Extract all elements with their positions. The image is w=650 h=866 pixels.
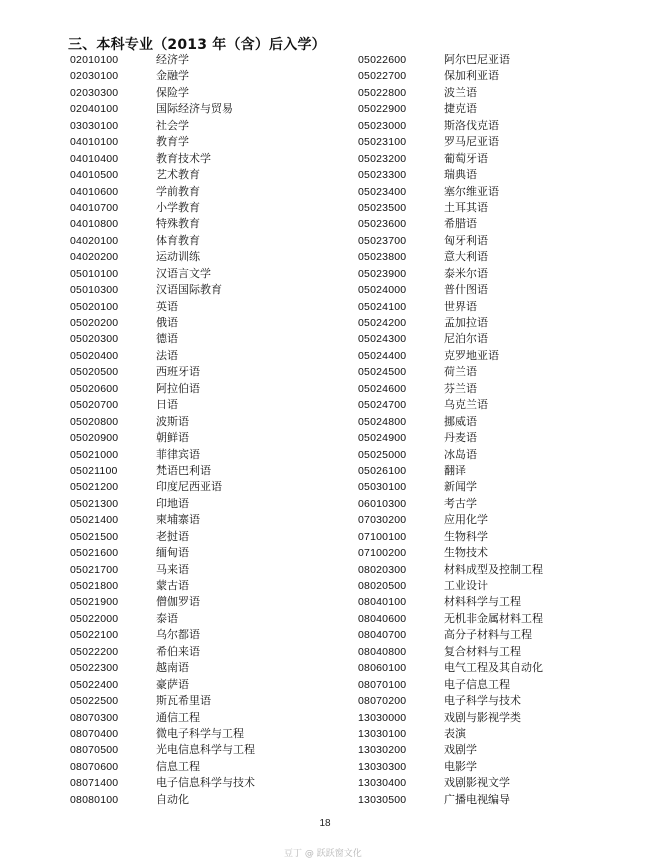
major-code: 04020100 [70,234,119,247]
major-code: 05020400 [70,349,119,362]
major-name: 普什图语 [444,283,488,297]
major-code: 08020300 [358,563,407,576]
major-code: 04010700 [70,201,119,214]
major-row [358,496,543,512]
major-code: 05021200 [70,481,119,494]
major-code: 07100200 [358,547,407,560]
major-code: 05021300 [70,497,119,510]
major-row [358,463,543,479]
major-name: 工业设计 [444,579,488,592]
major-code: 05026100 [358,464,407,477]
major-name: 保险学 [156,85,189,99]
major-row [358,562,543,578]
major-code: 08070200 [358,695,407,708]
major-code: 05021700 [70,563,119,576]
major-name: 乌克兰语 [444,398,488,412]
major-code: 05021100 [70,464,118,477]
major-code: 05020100 [70,300,119,313]
major-name: 电影学 [444,759,477,773]
major-code: 05021900 [70,596,119,609]
major-row [70,430,255,446]
major-name: 豪萨语 [156,677,189,691]
major-row [358,134,543,150]
major-row [70,381,255,397]
major-name: 俄语 [156,316,178,329]
major-code: 05022700 [358,70,407,83]
major-row [70,496,255,512]
major-name: 捷克语 [444,102,477,116]
major-name: 意大利语 [444,250,488,264]
major-row [70,562,255,578]
major-row [70,611,255,627]
major-row [358,364,543,380]
major-name: 日语 [156,398,178,412]
major-row [70,52,255,68]
major-row [358,430,543,446]
major-name: 僧伽罗语 [156,595,200,609]
major-name: 泰语 [156,611,178,625]
major-row [358,479,543,495]
major-name: 德语 [156,332,178,346]
major-code: 05023000 [358,119,407,132]
major-name: 高分子材料与工程 [444,628,532,642]
major-name: 材料成型及控制工程 [444,562,543,576]
major-name: 土耳其语 [444,200,488,214]
major-code: 07030200 [358,514,407,527]
major-code: 05025000 [358,448,407,461]
major-name: 国际经济与贸易 [156,102,233,116]
major-code: 13030300 [358,760,407,773]
major-name: 葡萄牙语 [444,151,488,165]
major-row [70,184,255,200]
major-name: 世界语 [444,299,477,313]
major-row [70,775,255,791]
major-code: 05024800 [358,415,407,428]
major-code: 05020800 [70,415,119,428]
major-code: 07100100 [358,530,407,543]
major-name: 朝鲜语 [156,431,189,445]
major-code: 05022600 [358,54,407,66]
major-name: 艺术教育 [156,168,200,182]
major-code: 05022100 [70,629,119,642]
major-code: 08070500 [70,744,119,757]
major-row [70,693,255,709]
major-row [70,447,255,463]
major-row [358,282,543,298]
major-name: 阿拉伯语 [156,381,200,395]
major-name: 学前教育 [156,184,200,198]
major-row [70,249,255,265]
major-row [70,677,255,693]
major-code: 05021000 [70,448,119,461]
major-name: 希腊语 [444,217,477,231]
major-row [70,118,255,134]
major-row [358,414,543,430]
major-code: 05022200 [70,645,119,658]
major-code: 05024900 [358,432,407,445]
major-name: 克罗地亚语 [444,348,499,362]
major-row [70,627,255,643]
major-name: 蒙古语 [156,579,189,592]
major-row [358,775,543,791]
major-name: 波兰语 [444,85,477,99]
major-code: 05020500 [70,366,119,379]
major-code: 08070100 [358,678,407,691]
major-name: 印度尼西亚语 [156,480,222,494]
major-row [70,660,255,676]
major-code: 08071400 [70,777,119,790]
major-code: 03030100 [70,119,119,132]
major-row [358,447,543,463]
major-code: 04010400 [70,152,119,165]
major-code: 05024000 [358,284,407,297]
major-name: 材料科学与工程 [444,595,521,609]
major-row [358,397,543,413]
major-name: 教育学 [156,135,189,149]
major-code: 05021500 [70,530,119,543]
major-name: 戏剧影视文学 [444,776,510,790]
watermark-text: 豆丁 @ 跃跃窗文化 [284,849,362,859]
major-name: 电子科学与技术 [444,694,521,708]
major-name: 表演 [444,726,466,740]
major-name: 教育技术学 [156,151,211,165]
major-code: 02040100 [70,103,119,116]
right-major-column [358,52,543,808]
major-code: 13030500 [358,793,407,806]
major-code: 05020200 [70,317,119,329]
major-code: 05024400 [358,349,407,362]
major-row [70,167,255,183]
major-code: 05021400 [70,514,119,527]
major-code: 05024500 [358,366,407,379]
major-row [70,759,255,775]
major-name: 匈牙利语 [444,233,488,247]
major-name: 挪威语 [444,414,477,428]
major-code: 08070300 [70,711,119,724]
major-row [358,249,543,265]
major-code: 04010600 [70,185,119,198]
major-row [358,151,543,167]
major-name: 西班牙语 [156,365,200,379]
major-code: 05023600 [358,218,407,231]
major-code: 02030300 [70,86,119,99]
major-name: 生物科学 [444,529,488,543]
major-row [358,381,543,397]
major-row [358,611,543,627]
major-row [70,364,255,380]
major-row [358,644,543,660]
major-code: 05023800 [358,251,407,264]
major-code: 05020900 [70,432,119,445]
major-name: 电气工程及其自动化 [444,661,543,675]
major-code: 08020500 [358,580,407,592]
major-code: 05010100 [70,267,119,280]
major-name: 梵语巴利语 [156,463,211,477]
page-number: 18 [319,818,331,829]
major-row [70,792,255,808]
major-row [70,134,255,150]
major-row [70,266,255,282]
major-name: 柬埔寨语 [156,513,200,527]
major-row [70,742,255,758]
major-code: 05024100 [358,300,407,313]
major-name: 体育教育 [156,233,200,247]
major-row [358,545,543,561]
major-row [70,463,255,479]
major-row [70,594,255,610]
major-code: 08070600 [70,760,119,773]
major-code: 02010100 [70,54,119,66]
major-name: 应用化学 [444,513,488,527]
major-row [358,200,543,216]
major-code: 05022400 [70,678,119,691]
major-row [358,627,543,643]
major-row [358,594,543,610]
major-name: 通信工程 [156,710,200,724]
major-name: 丹麦语 [444,431,477,445]
major-code: 05022800 [358,86,407,99]
major-code: 05022300 [70,662,119,675]
major-row [70,397,255,413]
left-major-column [70,52,255,808]
major-row [358,512,543,528]
major-row [70,414,255,430]
major-row [358,710,543,726]
major-name: 翻译 [444,463,466,477]
major-row [70,644,255,660]
major-name: 乌尔都语 [156,628,200,642]
major-code: 08040100 [358,596,407,609]
major-name: 冰岛语 [444,447,477,461]
major-name: 芬兰语 [444,381,477,395]
major-name: 戏剧与影视学类 [444,710,521,724]
major-code: 05023400 [358,185,407,198]
major-code: 08080100 [70,793,119,806]
major-row [358,68,543,84]
major-row [70,315,255,331]
major-row [358,578,543,594]
major-row [358,529,543,545]
major-code: 02030100 [70,70,119,83]
major-code: 05024300 [358,333,407,346]
major-row [358,693,543,709]
major-name: 尼泊尔语 [444,332,488,346]
major-name: 金融学 [156,69,189,83]
major-row [70,299,255,315]
major-code: 06010300 [358,497,407,510]
major-name: 保加利亚语 [444,69,499,83]
major-code: 05023300 [358,169,407,182]
major-code: 05023100 [358,136,407,149]
major-code: 05030100 [358,481,407,494]
major-name: 特殊教育 [156,217,200,231]
major-code: 04010500 [70,169,119,182]
major-name: 信息工程 [156,759,200,773]
major-code: 04010100 [70,136,119,149]
major-name: 塞尔维亚语 [444,184,499,198]
major-code: 05022500 [70,695,119,708]
major-row [358,167,543,183]
major-code: 05024700 [358,399,407,412]
major-code: 05010300 [70,284,119,297]
major-row [70,331,255,347]
major-name: 汉语言文学 [156,266,211,280]
major-name: 斯瓦希里语 [156,694,211,708]
major-code: 08060100 [358,662,407,675]
major-name: 汉语国际教育 [156,283,222,297]
major-row [70,348,255,364]
major-code: 08070400 [70,727,119,740]
major-row [358,759,543,775]
major-row [70,710,255,726]
major-name: 英语 [156,299,178,313]
major-name: 运动训练 [156,250,200,264]
major-row [358,726,543,742]
major-code: 05022000 [70,612,119,625]
major-name: 马来语 [156,562,189,576]
major-name: 泰米尔语 [444,266,488,280]
major-code: 05021600 [70,547,119,560]
major-row [70,512,255,528]
major-name: 希伯来语 [156,644,200,658]
major-row [358,101,543,117]
major-code: 05022900 [358,103,407,116]
major-row [358,266,543,282]
major-name: 荷兰语 [444,365,477,379]
page-title: 三、本科专业（2013 年（含）后入学） [68,37,326,53]
major-name: 生物技术 [444,546,488,560]
major-row [358,348,543,364]
major-row [70,151,255,167]
major-code: 04020200 [70,251,119,264]
major-row [358,85,543,101]
major-code: 13030200 [358,744,407,757]
major-name: 法语 [156,348,178,362]
major-row [358,216,543,232]
major-name: 菲律宾语 [156,447,200,461]
major-row [70,726,255,742]
major-name: 考古学 [444,496,477,510]
major-code: 08040800 [358,645,407,658]
major-row [358,52,543,68]
major-name: 罗马尼亚语 [444,135,499,149]
major-name: 缅甸语 [156,546,189,560]
major-row [70,68,255,84]
major-row [358,315,543,331]
major-row [358,660,543,676]
major-row [70,578,255,594]
major-name: 戏剧学 [444,743,477,757]
major-row [70,529,255,545]
major-name: 经济学 [156,53,189,66]
major-row [70,479,255,495]
major-name: 老挝语 [156,529,189,543]
major-name: 波斯语 [156,414,189,428]
major-row [358,184,543,200]
major-code: 05020600 [70,382,119,395]
major-code: 13030100 [358,727,407,740]
major-code: 13030000 [358,711,407,724]
major-code: 05023900 [358,267,407,280]
major-code: 05020700 [70,399,119,412]
major-name: 越南语 [156,661,189,675]
major-code: 05024600 [358,382,407,395]
major-row [70,101,255,117]
major-row [358,677,543,693]
major-row [358,118,543,134]
major-code: 05023500 [358,201,407,214]
major-name: 斯洛伐克语 [444,118,499,132]
major-name: 小学教育 [156,200,200,214]
major-row [70,282,255,298]
major-name: 孟加拉语 [444,316,488,329]
major-row [358,331,543,347]
major-name: 阿尔巴尼亚语 [444,53,510,66]
major-row [358,742,543,758]
major-name: 瑞典语 [444,168,477,182]
major-row [70,545,255,561]
major-row [358,233,543,249]
major-name: 自动化 [156,792,189,806]
major-row [70,85,255,101]
major-code: 05024200 [358,317,407,329]
major-code: 05023700 [358,234,407,247]
major-name: 电子信息工程 [444,677,510,691]
major-name: 广播电视编导 [444,792,510,806]
major-name: 电子信息科学与技术 [156,776,255,790]
major-name: 微电子科学与工程 [156,726,244,740]
major-name: 社会学 [156,118,189,132]
major-row [358,792,543,808]
major-code: 08040600 [358,612,407,625]
major-code: 05021800 [70,580,119,592]
major-code: 05020300 [70,333,119,346]
major-row [70,200,255,216]
major-code: 04010800 [70,218,119,231]
major-code: 05023200 [358,152,407,165]
major-row [358,299,543,315]
major-name: 光电信息科学与工程 [156,743,255,757]
major-row [70,216,255,232]
major-name: 印地语 [156,496,189,510]
major-name: 无机非金属材料工程 [444,611,543,625]
major-row [70,233,255,249]
major-code: 08040700 [358,629,407,642]
major-name: 复合材料与工程 [444,644,521,658]
major-name: 新闻学 [444,480,477,494]
major-code: 13030400 [358,777,407,790]
